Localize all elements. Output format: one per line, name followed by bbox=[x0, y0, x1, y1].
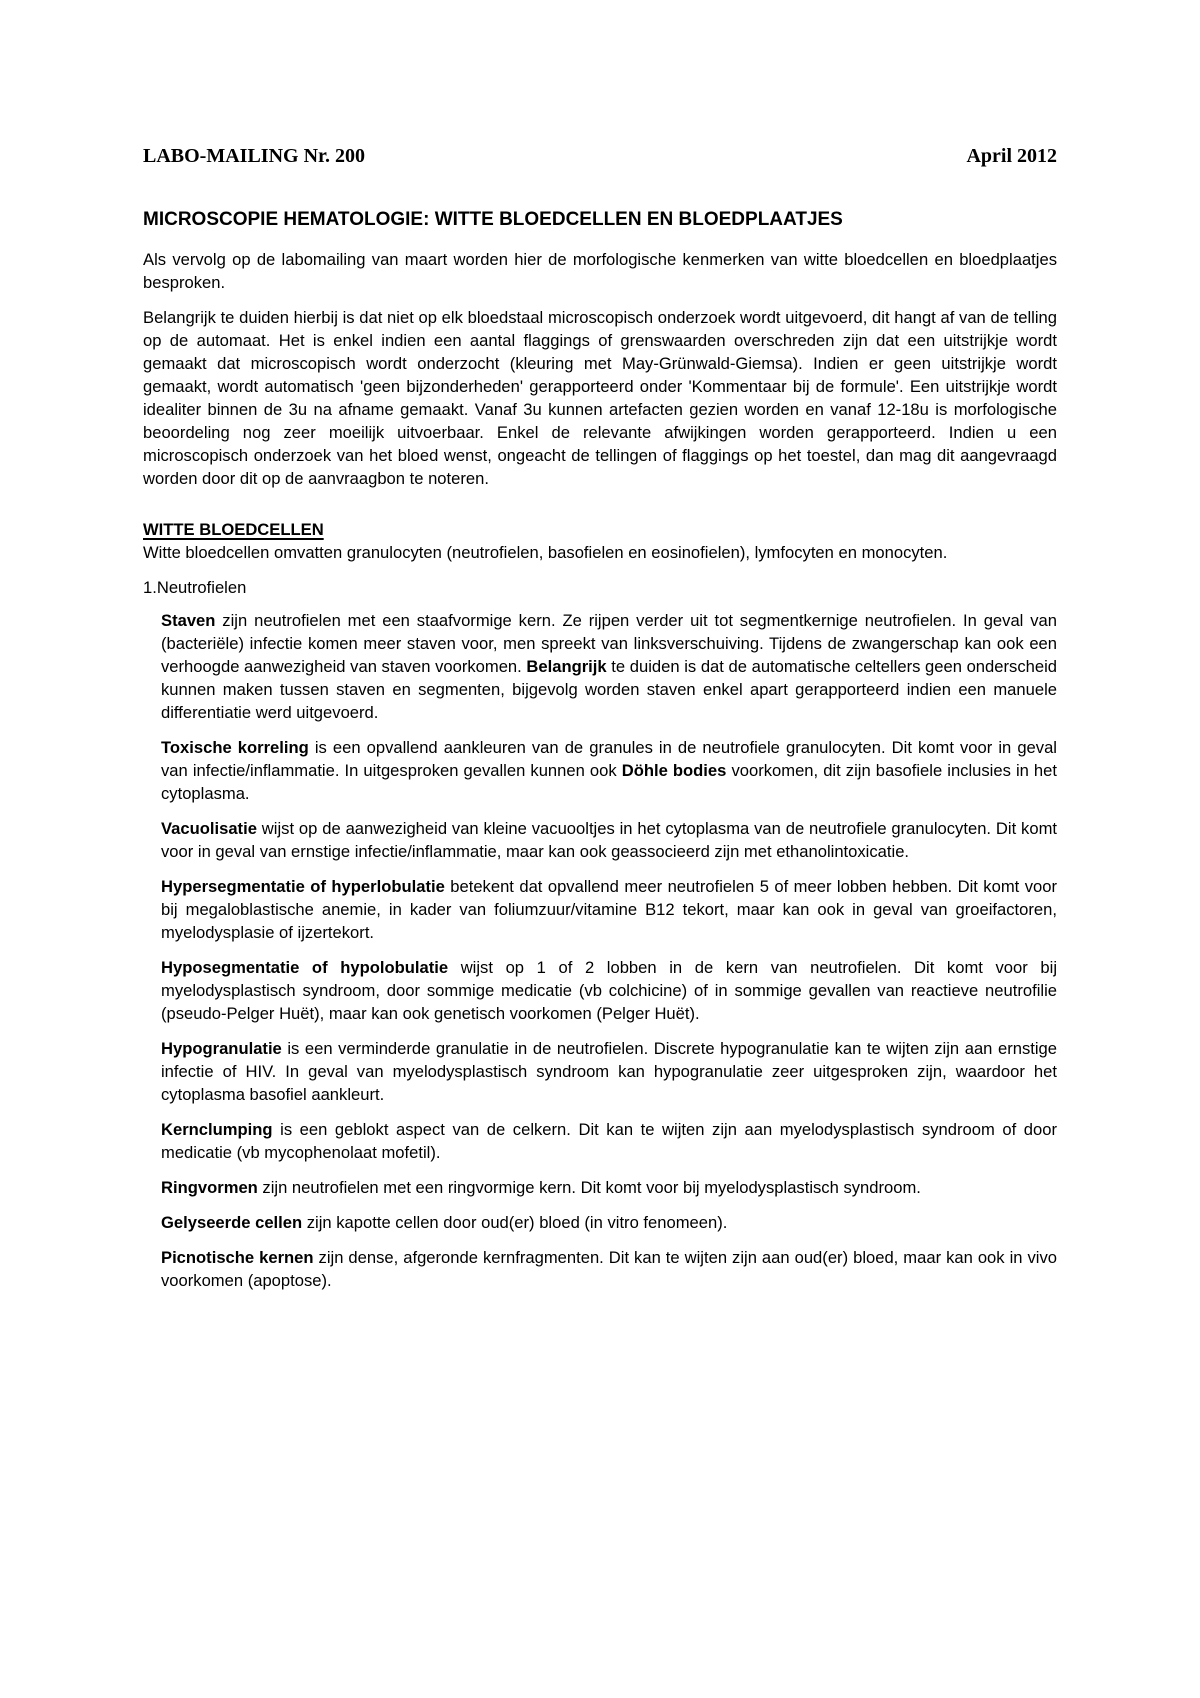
definition-item bbox=[161, 875, 1057, 944]
definition-term: Hypersegmentatie of hyperlobulatie bbox=[161, 877, 445, 896]
definition-term: Toxische korreling bbox=[161, 738, 309, 757]
definition-item bbox=[161, 1118, 1057, 1164]
list-number: 1. bbox=[143, 578, 157, 597]
mailing-number: LABO-MAILING Nr. 200 bbox=[143, 145, 366, 167]
definition-item bbox=[161, 736, 1057, 805]
definition-item bbox=[161, 609, 1057, 724]
definition-text: te duiden is dat de automatische celtellers geen onderscheid kunnen maken tussen staven en segmenten, bijgevolg worden staven enkel apart gerapporteerd indien een manuele differentiatie werd uitgevoerd. bbox=[161, 657, 1057, 722]
definition-text: wijst op de aanwezigheid van kleine vacuooltjes in het cytoplasma van de neutrofiele granulocyten. Dit komt voor in geval van ernstige infectie/inflammatie, maar kan ook geassocieerd zijn met ethanolintoxicatie. bbox=[161, 819, 1057, 861]
definition-item bbox=[161, 1246, 1057, 1292]
explanation-paragraph: Belangrijk te duiden hierbij is dat niet op elk bloedstaal microscopisch onderzoek wordt uitgevoerd, dit hangt af van de telling op de automaat. Het is enkel indien een aantal flaggings of grenswaarden overschreden zijn dat een uitstrijkje wordt gemaakt dat microscopisch wordt onderzocht (kleuring met May-Grünwald-Giemsa). Indien er geen uitstrijkje wordt gemaakt, wordt automatisch 'geen bijzonderheden' gerapporteerd onder 'Kommentaar bij de formule'. Een uitstrijkje wordt idealiter binnen de 3u na afname gemaakt. Vanaf 3u kunnen artefacten gezien worden en vanaf 12-18u is morfologische beoordeling nog zeer moeilijk uitvoerbaar. Enkel de relevante afwijkingen worden gerapporteerd. Indien u een microscopisch onderzoek van het bloed wenst, ongeacht de tellingen of flaggings op het toestel, dan mag dit aangevraagd worden door dit op de aanvraagbon te noteren. bbox=[143, 308, 1057, 488]
list-title: Neutrofielen bbox=[156, 578, 247, 597]
definition-text: is een opvallend aankleuren van de granules in de neutrofiele granulocyten. Dit komt voor in geval van infectie/inflammatie. In uitgesproken gevallen kunnen ook bbox=[161, 738, 1057, 780]
list-heading bbox=[143, 576, 1057, 599]
definition-term: Kernclumping bbox=[161, 1120, 273, 1139]
definition-term: Vacuolisatie bbox=[161, 819, 257, 838]
definition-text: zijn dense, afgeronde kernfragmenten. Dit kan te wijten zijn aan oud(er) bloed, maar kan ook in vivo voorkomen (apoptose). bbox=[161, 1248, 1057, 1290]
definition-term: Hyposegmentatie of hypolobulatie bbox=[161, 958, 449, 977]
definition-term: Picnotische kernen bbox=[161, 1248, 314, 1267]
definition-text: is een verminderde granulatie in de neutrofielen. Discrete hypogranulatie kan te wijten zijn aan ernstige infectie of HIV. In geval van myelodysplastisch syndroom kan hypogranulatie zeer uitgesproken zijn, waardoor het cytoplasma basofiel aankleurt. bbox=[161, 1039, 1057, 1104]
definition-text: voorkomen, dit zijn basofiele inclusies in het cytoplasma. bbox=[161, 761, 1058, 803]
section-intro: Witte bloedcellen omvatten granulocyten (neutrofielen, basofielen en eosinofielen), lymfocyten en monocyten. bbox=[143, 543, 948, 562]
definition-term: Staven bbox=[161, 611, 216, 630]
definition-text: zijn neutrofielen met een ringvormige kern. Dit komt voor bij myelodysplastisch syndroom. bbox=[257, 1178, 921, 1197]
definition-term: Gelyseerde cellen bbox=[161, 1213, 303, 1232]
definition-item bbox=[161, 1176, 1057, 1199]
definition-text: zijn neutrofielen met een staafvormige kern. Ze rijpen verder uit tot segmentkernige neutrofielen. In geval van (bacteriële) infectie komen meer staven voor, men spreekt van linksverschuiving. Tijdens de zwangerschap kan ook een verhoogde aanwezigheid van staven voorkomen. bbox=[161, 611, 1057, 676]
definition-term: Hypogranulatie bbox=[161, 1039, 282, 1058]
document-body bbox=[143, 248, 1057, 1304]
document-header bbox=[143, 145, 1057, 175]
section-heading: WITTE BLOEDCELLEN bbox=[143, 520, 324, 539]
definition-term: Ringvormen bbox=[161, 1178, 258, 1197]
definition-term: Döhle bodies bbox=[621, 761, 727, 780]
definition-item bbox=[161, 956, 1057, 1025]
intro-paragraph: Als vervolg op de labomailing van maart worden hier de morfologische kenmerken van witte bloedcellen en bloedplaatjes besproken. bbox=[143, 250, 1057, 292]
definition-term: Belangrijk bbox=[526, 657, 607, 676]
document-title: MICROSCOPIE HEMATOLOGIE: WITTE BLOEDCELLEN EN BLOEDPLAATJES bbox=[143, 209, 843, 230]
definition-item bbox=[161, 1037, 1057, 1106]
mailing-date: April 2012 bbox=[966, 145, 1057, 167]
definition-text: betekent dat opvallend meer neutrofielen 5 of meer lobben hebben. Dit komt voor bij megaloblastische anemie, in kader van foliumzuur/vitamine B12 tekort, maar kan ook in geval van groeifactoren, myelodysplasie of ijzertekort. bbox=[161, 877, 1057, 942]
definition-item bbox=[161, 1211, 1057, 1234]
definition-text: wijst op 1 of 2 lobben in de kern van neutrofielen. Dit komt voor bij myelodysplastisch syndroom, door sommige medicatie (vb colchicine) of in sommige gevallen van reactieve neutrofilie (pseudo-Pelger Huët), maar kan ook genetisch voorkomen (Pelger Huët). bbox=[161, 958, 1058, 1023]
definition-item bbox=[161, 817, 1057, 863]
definition-text: is een geblokt aspect van de celkern. Dit kan te wijten zijn aan myelodysplastisch syndroom of door medicatie (vb mycophenolaat mofetil). bbox=[161, 1120, 1057, 1162]
definition-list bbox=[143, 609, 1057, 1292]
definition-text: zijn kapotte cellen door oud(er) bloed (in vitro fenomeen). bbox=[302, 1213, 728, 1232]
